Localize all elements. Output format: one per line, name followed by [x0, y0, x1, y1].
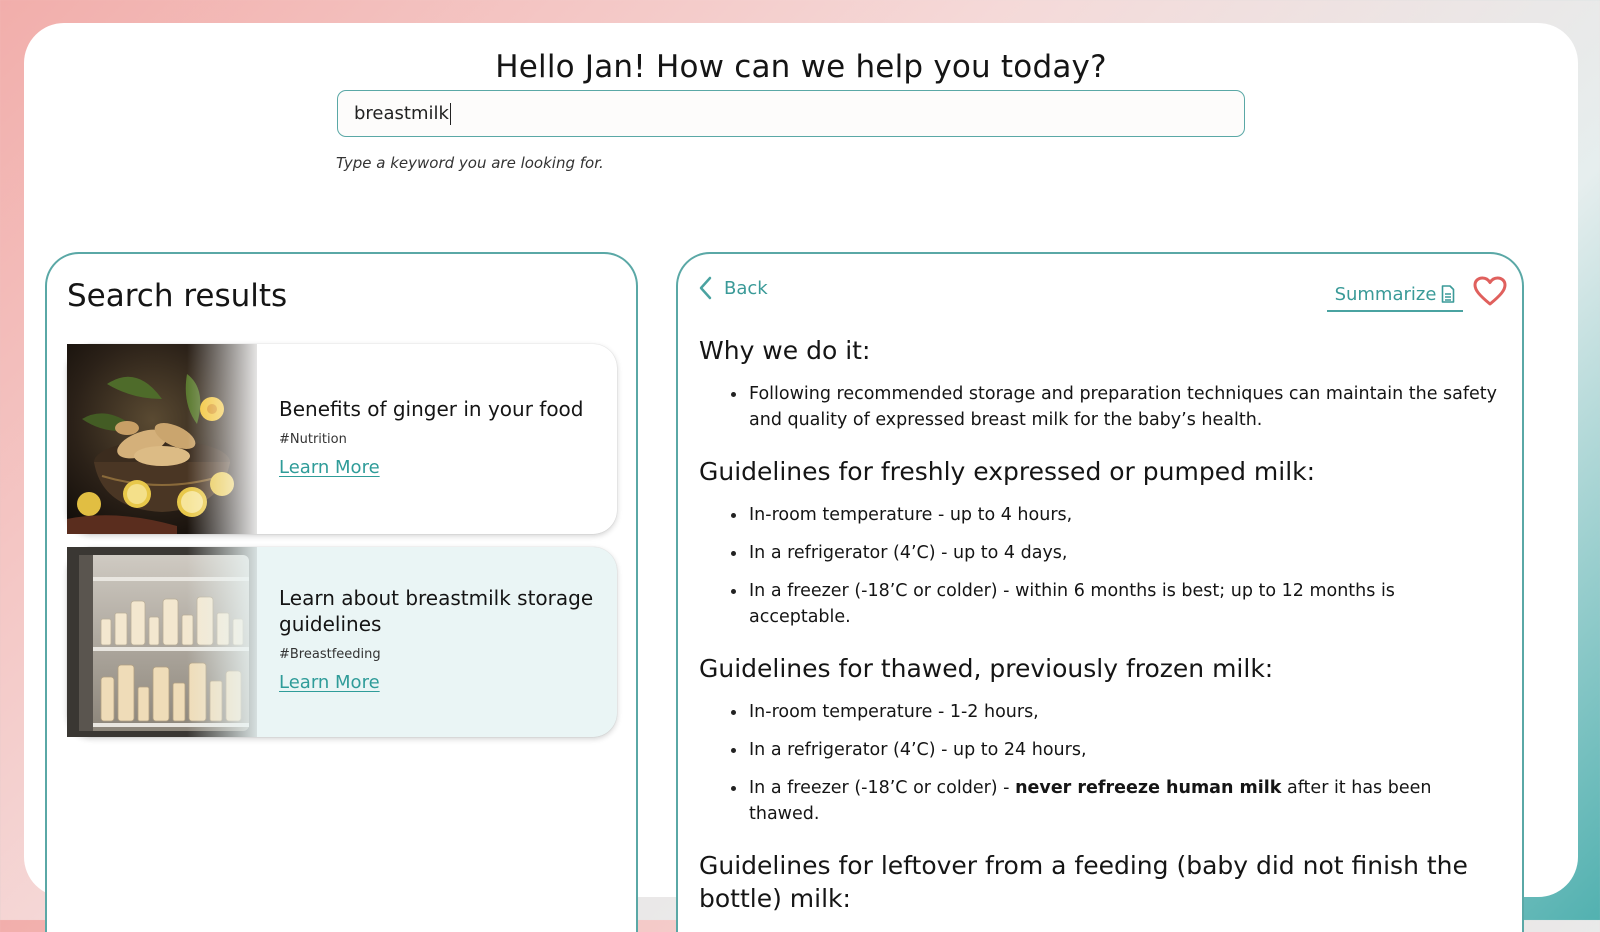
bullet-text: In a freezer (-18’C or colder) - — [749, 778, 1016, 798]
bullet-item: Following recommended storage and preparation techniques can maintain the safety and quality of expressed breast milk for the baby’s health. — [729, 381, 1502, 433]
summarize-button[interactable] — [1327, 278, 1463, 312]
bullet-item: In-room temperature - up to 4 hours, — [729, 502, 1502, 528]
heart-icon — [1473, 276, 1507, 306]
ginger-bowl-image — [67, 344, 257, 534]
back-label: Back — [724, 277, 768, 299]
learn-more-link[interactable]: Learn More — [279, 457, 380, 478]
chevron-left-icon — [698, 276, 712, 300]
section-heading: Why we do it: — [699, 336, 871, 365]
result-title: Learn about breastmilk storage guidelines — [279, 586, 594, 636]
app-window — [24, 23, 1578, 913]
favorite-button[interactable] — [1473, 276, 1507, 310]
search-hint: Type a keyword you are looking for. — [336, 154, 604, 172]
result-tag: #Nutrition — [279, 432, 347, 447]
bullet-item: In a refrigerator (4’C) - up to 4 days, — [729, 540, 1502, 566]
bullet-item: In a refrigerator (4’C) - up to 24 hours, — [729, 737, 1502, 763]
search-results-title: Search results — [67, 278, 288, 314]
section-heading: Guidelines for thawed, previously frozen milk: — [699, 654, 1274, 683]
bullet-item — [729, 775, 1502, 827]
bullet-list — [729, 502, 1502, 630]
search-input[interactable] — [337, 90, 1245, 137]
search-input-value: breastmilk — [354, 103, 449, 124]
bullet-list — [729, 699, 1502, 827]
search-results-panel — [45, 252, 638, 932]
bullet-text: after it has been thawed. — [749, 778, 1432, 824]
article-detail-panel — [676, 252, 1524, 932]
bullet-item: In-room temperature - 1-2 hours, — [729, 699, 1502, 725]
summarize-label: Summarize — [1334, 283, 1437, 305]
document-icon — [1441, 285, 1455, 303]
result-title: Benefits of ginger in your food — [279, 397, 584, 421]
text-cursor — [450, 103, 452, 125]
bullet-emphasis: never refreeze human milk — [1015, 778, 1282, 798]
article-content — [699, 334, 1502, 929]
learn-more-link[interactable]: Learn More — [279, 672, 380, 693]
bullet-item: In a freezer (-18’C or colder) - within 6 months is best; up to 12 months is acceptable. — [729, 578, 1502, 630]
greeting-title: Hello Jan! How can we help you today? — [495, 49, 1107, 85]
section-heading: Guidelines for leftover from a feeding (baby did not finish the bottle) milk: — [699, 851, 1468, 913]
back-button[interactable] — [698, 276, 768, 300]
result-tag: #Breastfeeding — [279, 647, 381, 662]
result-card-ginger[interactable] — [67, 344, 617, 534]
refrigerator-milk-bottles-image — [67, 547, 257, 737]
section-heading: Guidelines for freshly expressed or pumped milk: — [699, 457, 1316, 486]
bullet-list — [729, 381, 1502, 433]
result-card-breastmilk[interactable] — [67, 547, 617, 737]
